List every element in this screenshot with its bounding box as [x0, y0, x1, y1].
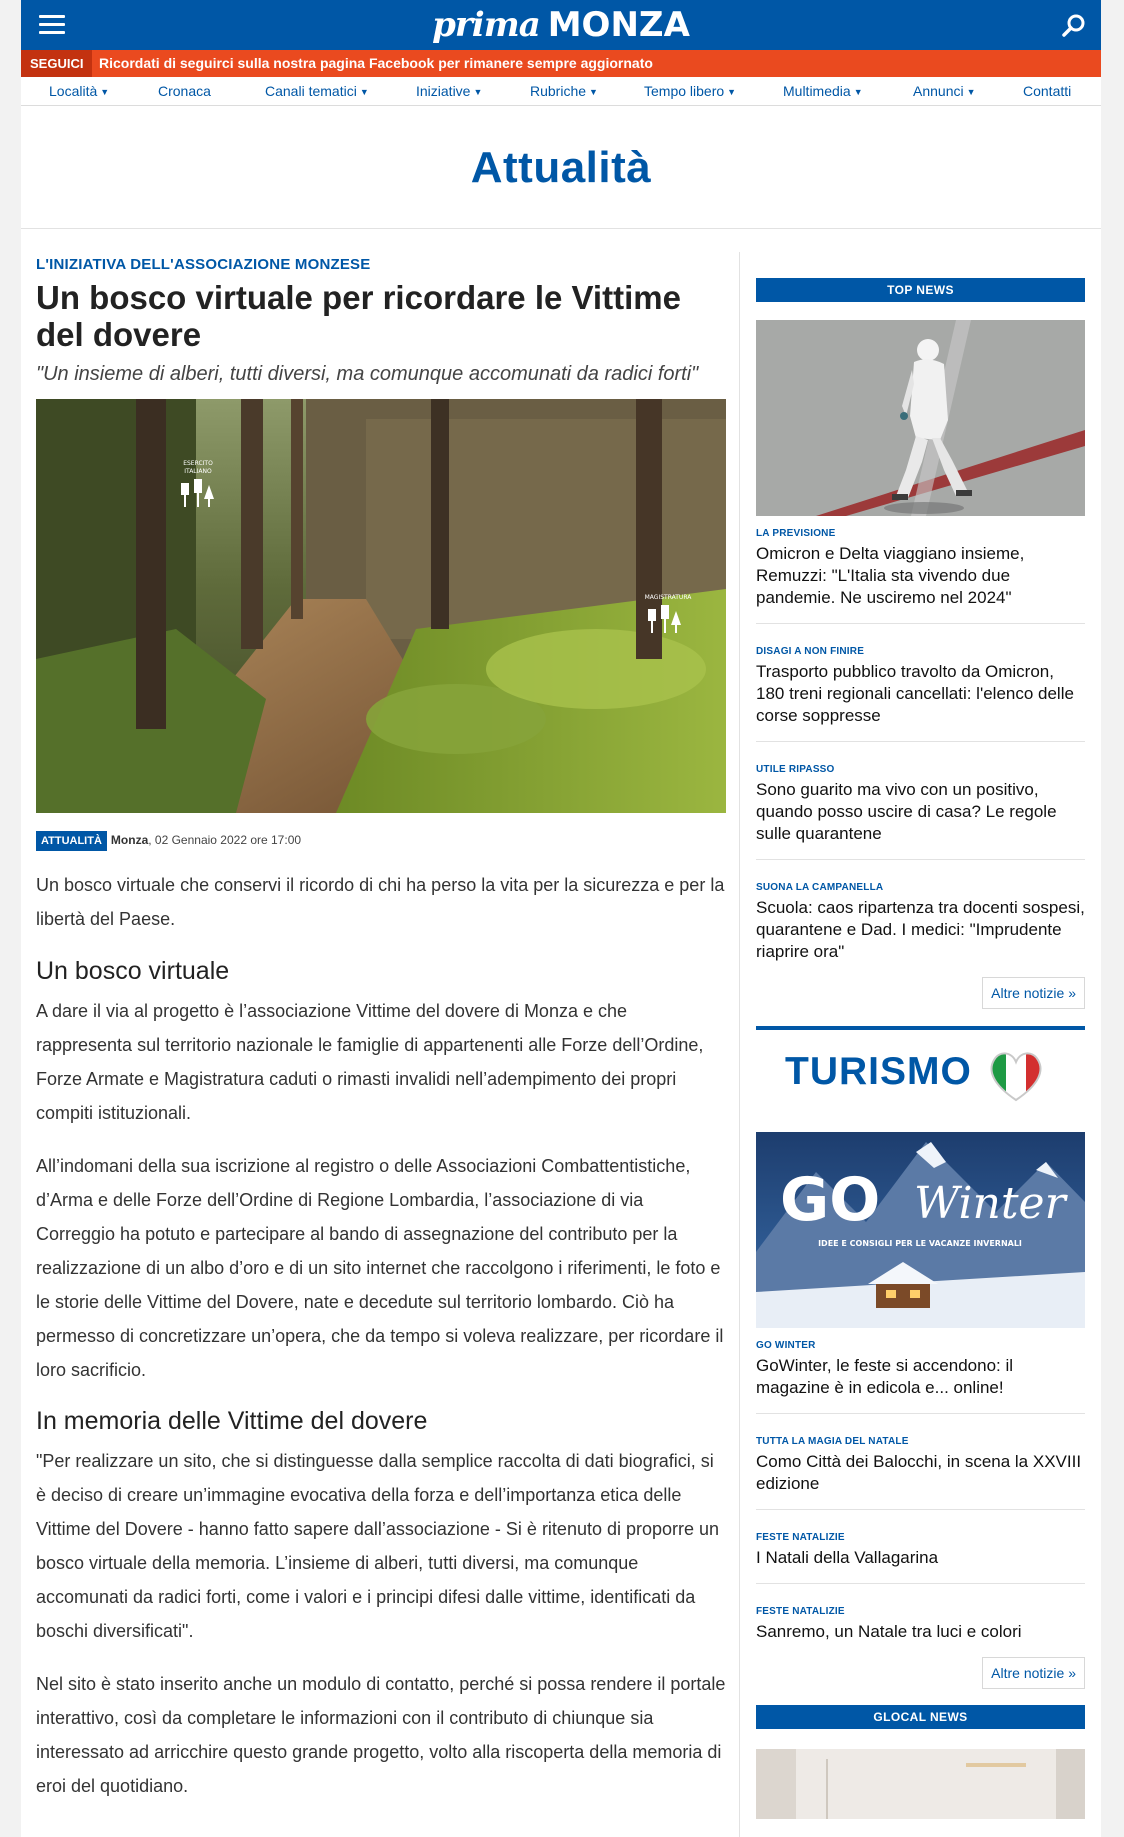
page — [21, 0, 1101, 1837]
chevron-down-icon: ▼ — [473, 87, 483, 97]
gowinter-go: GO — [780, 1165, 881, 1235]
more-news-button[interactable]: Altre notizie » — [982, 977, 1085, 1009]
chevron-down-icon: ▼ — [853, 87, 863, 97]
nav-item-annunci[interactable] — [913, 77, 976, 106]
gowinter-tagline: IDEE E CONSIGLI PER LE VACANZE INVERNALI — [818, 1239, 1022, 1248]
news-title[interactable]: Scuola: caos ripartenza tra docenti sospesi, quarantene e Dad. I medici: "Imprudente riaprire ora" — [756, 898, 1085, 961]
chevron-down-icon: ▼ — [359, 87, 369, 97]
follow-tag: SEGUICI — [21, 50, 92, 77]
hazmat-photo — [756, 320, 1085, 516]
news-title[interactable]: Como Città dei Balocchi, in scena la XXVIII edizione — [756, 1452, 1082, 1493]
article — [36, 256, 726, 1822]
article-headline: Un bosco virtuale per ricordare le Vittime del dovere — [36, 279, 681, 353]
article-body — [36, 868, 726, 1803]
nav-label: Cronaca — [158, 83, 211, 99]
nav-label: Annunci — [913, 83, 964, 99]
column-divider — [739, 252, 740, 1837]
chevron-down-icon: ▼ — [589, 87, 598, 97]
nav-item-cronaca[interactable] — [158, 77, 211, 105]
news-category: UTILE RIPASSO — [756, 764, 835, 775]
top-news-thumbnail[interactable] — [756, 320, 1085, 516]
more-turismo-button[interactable]: Altre notizie » — [982, 1657, 1085, 1689]
italy-heart-icon — [986, 1048, 1046, 1104]
more-row — [756, 1657, 1085, 1689]
more-row — [756, 977, 1085, 1009]
category-badge[interactable]: ATTUALITÀ — [36, 831, 107, 851]
nav-item-rubriche[interactable] — [530, 77, 598, 106]
news-category: SUONA LA CAMPANELLA — [756, 882, 884, 893]
nav-label: Località — [49, 83, 98, 99]
gowinter-banner[interactable] — [756, 1132, 1085, 1328]
news-title[interactable]: GoWinter, le feste si accendono: il magazine è in edicola e... online! — [756, 1356, 1014, 1397]
turismo-news-item[interactable] — [756, 1606, 1085, 1657]
image-label-right: MAGISTRATURA — [644, 594, 692, 601]
gowinter-image — [756, 1132, 1085, 1328]
top-news-item[interactable] — [756, 528, 1085, 624]
sidebar — [756, 278, 1085, 1819]
news-title[interactable]: Sono guarito ma vivo con un positivo, quando posso uscire di casa? Le regole sulle quarantene — [756, 780, 1057, 843]
article-paragraph-2: All’indomani della sua iscrizione al registro o delle Associazioni Combattentistiche, d’Arma e delle Forze dell’Ordine di Regione Lombardia, l’associazione di via Correggio ha potuto e partecipare al bando di assegnazione del contributo per la realizzazione di un albo d’oro e di un sito internet che raccolgono i riferimenti, le foto e le storie delle Vittime del Dovere, nate e decedute sul territorio lombardo. Ciò ha permesso di concretizzare un’opera, che da tempo si voleva realizzare, per ricordare il loro sacrificio. — [36, 1156, 724, 1380]
top-news-header: TOP NEWS — [756, 278, 1085, 302]
news-category: DISAGI A NON FINIRE — [756, 646, 865, 657]
news-category: LA PREVISIONE — [756, 528, 836, 539]
main-nav — [21, 77, 1101, 106]
chevron-down-icon: ▼ — [727, 87, 737, 97]
article-subheading-1: Un bosco virtuale — [36, 957, 230, 985]
nav-item-canali-tematici[interactable] — [265, 77, 369, 106]
news-title[interactable]: Omicron e Delta viaggiano insieme, Remuzzi: "L'Italia sta vivendo due pandemie. Ne usciremo nel 2024" — [756, 544, 1025, 607]
site-header — [21, 0, 1101, 50]
article-meta — [36, 830, 726, 850]
article-city: Monza — [110, 833, 149, 847]
article-hero-image — [36, 399, 726, 813]
section-header — [21, 107, 1101, 229]
article-subheading-2: In memoria delle Vittime del dovere — [36, 1407, 428, 1435]
glocal-news-header: GLOCAL NEWS — [756, 1705, 1085, 1729]
article-subtitle: "Un insieme di alberi, tutti diversi, ma comunque accomunati da radici forti" — [36, 363, 699, 385]
news-title[interactable]: Trasporto pubblico travolto da Omicron, 180 treni regionali cancellati: l'elenco delle corse soppresse — [756, 662, 1074, 725]
gowinter-winter: Winter — [914, 1178, 1066, 1229]
forest-image — [36, 399, 726, 813]
news-category: TUTTA LA MAGIA DEL NATALE — [756, 1436, 909, 1447]
nav-label: Tempo libero — [644, 83, 725, 99]
turismo-label: TURISMO — [785, 1050, 972, 1093]
logo-prima: prima — [432, 5, 540, 45]
turismo-news-item[interactable] — [756, 1436, 1085, 1510]
article-paragraph-4: Nel sito è stato inserito anche un modulo di contatto, perché si possa rendere il portale interattivo, così da completare le informazioni con il contributo di chiunque sia interessato ad arricchire questo grande progetto, volto alla riscoperta della memoria di eroi del quotidiano. — [36, 1674, 726, 1796]
article-paragraph-1: A dare il via al progetto è l’associazione Vittime del dovere di Monza e che rappresenta sul territorio nazionale le famiglie di appartenenti alle Forze dell’Ordine, Forze Armate e Magistratura caduti o rimasti invalidi nell’adempimento dei propri compiti istituzionali. — [36, 1001, 704, 1123]
logo-monza: MONZA — [547, 5, 690, 45]
article-date: , 02 Gennaio 2022 ore 17:00 — [148, 833, 302, 847]
search-icon[interactable] — [1061, 13, 1087, 39]
news-title[interactable]: I Natali della Vallagarina — [756, 1548, 939, 1567]
glocal-photo — [756, 1749, 1085, 1819]
nav-label: Iniziative — [416, 83, 471, 99]
nav-item-multimedia[interactable] — [783, 77, 863, 106]
nav-item-localita[interactable] — [49, 77, 109, 106]
nav-label: Multimedia — [783, 83, 851, 99]
turismo-news-item[interactable] — [756, 1340, 1085, 1414]
follow-bar[interactable] — [21, 50, 1101, 77]
news-category: FESTE NATALIZIE — [756, 1532, 845, 1543]
chevron-down-icon: ▼ — [100, 87, 110, 97]
svg-text:ITALIANO: ITALIANO — [184, 468, 212, 475]
nav-item-contatti[interactable] — [1023, 77, 1071, 105]
section-title: Attualità — [470, 143, 652, 192]
top-news-item[interactable] — [756, 764, 1085, 860]
top-news-item[interactable] — [756, 646, 1085, 742]
article-kicker: L'INIZIATIVA DELL'ASSOCIAZIONE MONZESE — [36, 256, 371, 273]
article-lead: Un bosco virtuale che conservi il ricordo di chi ha perso la vita per la sicurezza e per la libertà del Paese. — [36, 875, 725, 929]
turismo-banner[interactable] — [756, 1026, 1085, 1132]
glocal-news-thumbnail[interactable] — [756, 1749, 1085, 1819]
nav-item-tempo-libero[interactable] — [644, 77, 736, 106]
news-category: GO WINTER — [756, 1340, 816, 1351]
nav-label: Rubriche — [530, 83, 587, 99]
follow-message[interactable]: Ricordati di seguirci sulla nostra pagina Facebook per rimanere sempre aggiornato — [99, 55, 653, 71]
image-label-left: ESERCITO — [183, 460, 213, 467]
nav-label: Contatti — [1023, 83, 1072, 99]
article-paragraph-3: "Per realizzare un sito, che si distinguesse dalla semplice raccolta di dati biografici, si è deciso di creare un’immagine evocativa della forza e dell’importanza etica delle Vittime del Dovere - hanno fatto sapere dall’associazione - Si è ritenuto di proporre un bosco virtuale della memoria. L’insieme di alberi, tutti diversi, ma comunque accomunati da radici forti, come i valori e i principi difesi dalle vittime, identificati da boschi diversificati". — [36, 1451, 720, 1641]
turismo-news-item[interactable] — [756, 1532, 1085, 1584]
chevron-down-icon: ▼ — [966, 87, 976, 97]
nav-label: Canali tematici — [265, 83, 357, 99]
news-category: FESTE NATALIZIE — [756, 1606, 845, 1617]
nav-item-iniziative[interactable] — [416, 77, 482, 106]
news-title[interactable]: Sanremo, un Natale tra luci e colori — [756, 1622, 1022, 1641]
site-logo[interactable] — [21, 4, 1101, 46]
top-news-item[interactable] — [756, 882, 1085, 977]
